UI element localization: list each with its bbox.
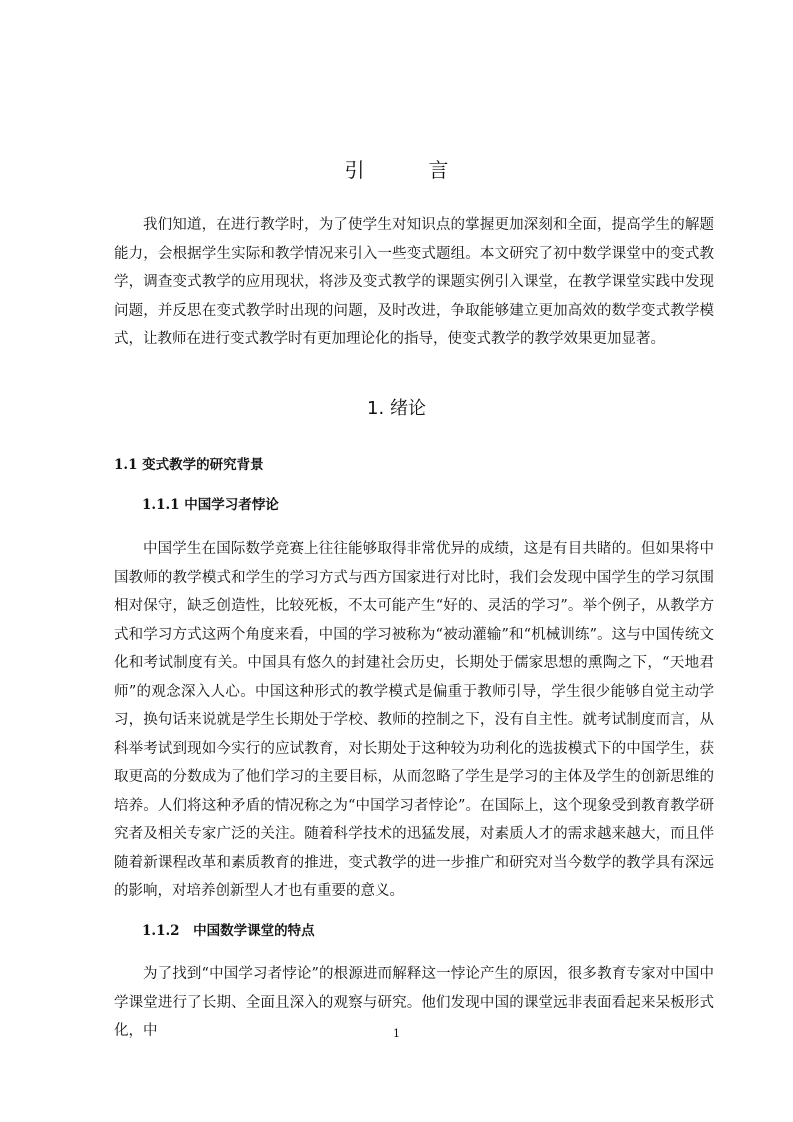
subsection-heading-1-1-1: 1.1.1 中国学习者悖论	[142, 497, 279, 513]
section-heading-1-1: 1.1 变式教学的研究背景	[114, 457, 264, 473]
chapter-heading: 1. 绪论	[367, 398, 426, 419]
intro-paragraph: 我们知道，在进行教学时，为了使学生对知识点的掌握更加深刻和全面，提高学生的解题能力，会根据学生实际和教学情况来引入一些变式题组。本文研究了初中数学课堂中的变式教学，调查变式教学的应用现状，将涉及变式教学的课题实例引入课堂，在教学课堂实践中发现问题，并反思在变式教学时出现的问题，及时改进，争取能够建立更加高效的数学变式教学模式，让教师在进行变式教学时有更加理论化的指导，使变式教学的教学效果更加显著。	[114, 217, 714, 347]
paragraph-1-1-1-block	[114, 535, 714, 906]
paragraph-1-1-2: 为了找到“中国学习者悖论”的根源进而解释这一悖论产生的原因，很多教育专家对中国中学课堂进行了长期、全面且深入的观察与研究。他们发现中国的课堂远非表面看起来呆板形式化，中	[114, 966, 714, 1039]
page-number: 1	[393, 1027, 400, 1040]
paragraph-1-1-1: 中国学生在国际数学竞赛上往往能够取得非常优异的成绩，这是有目共睹的。但如果将中国教师的教学模式和学生的学习方式与西方国家进行对比时，我们会发现中国学生的学习氛围相对保守，缺乏创造性，比较死板，不太可能产生“好的、灵活的学习”。举个例子，从教学方式和学习方式这两个角度来看，中国的学习被称为“被动灌输”和“机械训练”。这与中国传统文化和考试制度有关。中国具有悠久的封建社会历史，长期处于儒家思想的熏陶之下，“天地君师”的观念深入人心。中国这种形式的教学模式是偏重于教师引导，学生很少能够自觉主动学习，换句话来说就是学生长期处于学校、教师的控制之下，没有自主性。就考试制度而言，从科举考试到现如今实行的应试教育，对长期处于这种较为功利化的选拔模式下的中国学生，获取更高的分数成为了他们学习的主要目标，从而忽略了学生是学习的主体及学生的创新思维的培养。人们将这种矛盾的情况称之为“中国学习者悖论”。在国际上，这个现象受到教育教学研究者及相关专家广泛的关注。随着科学技术的迅猛发展，对素质人才的需求越来越大，而且伴随着新课程改革和素质教育的推进，变式教学的进一步推广和研究对当今数学的教学具有深远的影响，对培养创新型人才也有重要的意义。	[114, 541, 714, 899]
subsection-heading-1-1-2: 1.1.2 中国数学课堂的特点	[142, 923, 315, 939]
intro-paragraph-block	[114, 211, 714, 354]
intro-title: 引 言	[344, 158, 471, 182]
